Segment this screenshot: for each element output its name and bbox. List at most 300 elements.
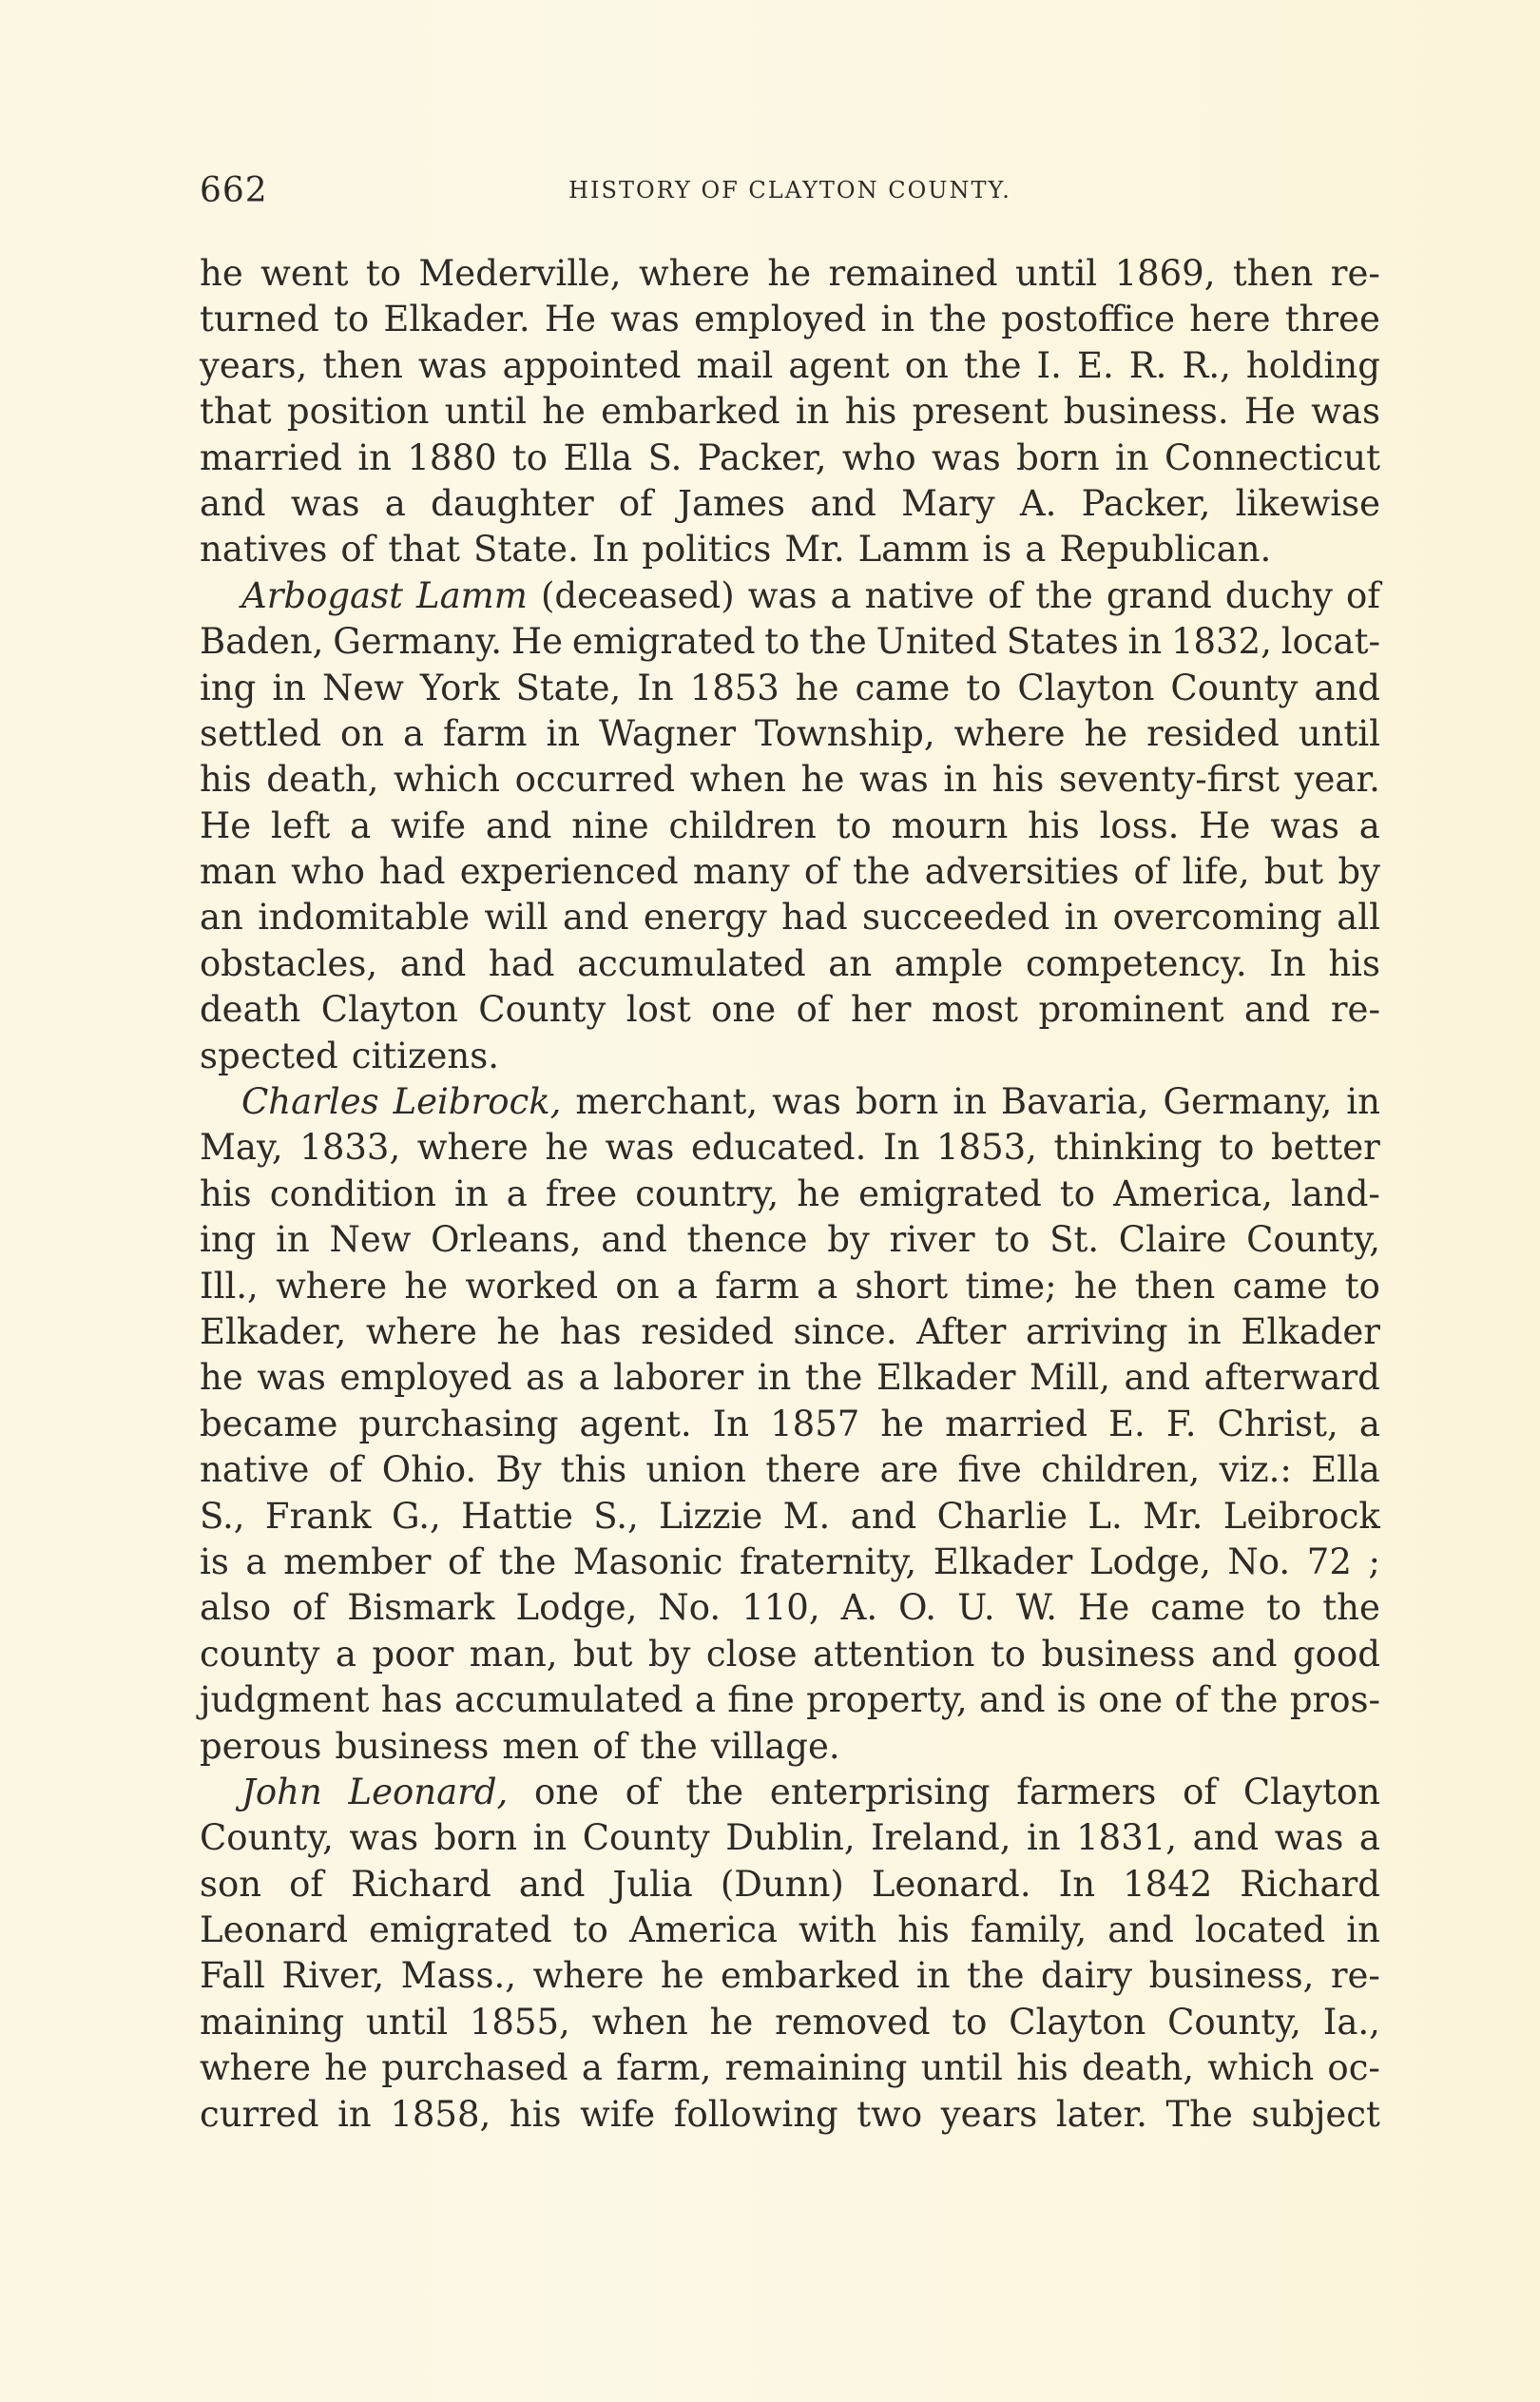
word: ;: [1368, 1540, 1380, 1582]
word: Germany,: [1163, 1081, 1333, 1123]
text-line: [200, 757, 1380, 803]
word: thinking: [1053, 1127, 1203, 1169]
word: he: [797, 1172, 840, 1214]
word: the: [809, 621, 867, 663]
word: family,: [970, 1909, 1088, 1951]
word: Mass.,: [400, 1955, 517, 1997]
word: 1855,: [469, 2001, 570, 2043]
word: St.: [1049, 1219, 1100, 1261]
word: maining: [200, 2001, 345, 2043]
word: then: [322, 344, 403, 386]
word: Elkader.: [383, 299, 530, 340]
word: Julia: [612, 1863, 693, 1905]
word: the: [1322, 1587, 1380, 1629]
word: L.: [1088, 1495, 1123, 1537]
word: Ill.,: [200, 1265, 259, 1307]
word: locat-: [1280, 621, 1380, 663]
word: native: [864, 574, 975, 616]
word: then: [1232, 253, 1314, 294]
word: was: [747, 574, 818, 616]
word: the: [1035, 574, 1093, 616]
running-title: HISTORY OF CLAYTON COUNTY.: [568, 177, 1011, 203]
word: Packer,: [697, 436, 827, 478]
word: and: [1210, 1633, 1278, 1675]
word: condition: [269, 1172, 436, 1214]
word: has: [559, 1310, 622, 1352]
word: and: [1314, 667, 1380, 708]
word: men: [502, 1725, 580, 1767]
word: F.: [1165, 1403, 1197, 1444]
text-line: [200, 1585, 1380, 1631]
word: a: [694, 1679, 716, 1721]
word: 1853,: [935, 1127, 1037, 1169]
word: postoffice: [1001, 299, 1176, 340]
word: of: [618, 482, 653, 524]
word: purchased: [381, 2047, 568, 2089]
word: Mill,: [1029, 1357, 1111, 1399]
word: his: [1028, 804, 1080, 846]
text-line: [200, 1815, 1380, 1861]
word: all: [1337, 897, 1380, 939]
word: Elkader,: [200, 1310, 347, 1352]
word: R.,: [1182, 344, 1231, 386]
text-line: [200, 1034, 1380, 1079]
word: Mederville,: [418, 253, 622, 294]
word: until: [444, 391, 527, 433]
word: one: [534, 1771, 600, 1812]
word: G.,: [391, 1495, 441, 1537]
body-text: [200, 251, 1380, 2138]
text-line: [200, 1355, 1380, 1401]
word: A.: [1019, 482, 1057, 524]
text-line: [200, 1724, 1380, 1770]
word: emigrated: [369, 1909, 552, 1951]
word: came: [1232, 1265, 1328, 1307]
word: to: [1219, 1127, 1255, 1169]
word: A.: [840, 1587, 878, 1629]
word: he: [1073, 1265, 1118, 1307]
text-line: [200, 1447, 1380, 1493]
word: on: [615, 1265, 660, 1307]
text-line: [200, 1125, 1380, 1171]
word: to: [511, 436, 549, 478]
word: thence: [686, 1219, 808, 1261]
word: He: [1243, 391, 1297, 433]
word: Baden,: [200, 621, 324, 663]
word: good: [1293, 1633, 1380, 1675]
word: life,: [1182, 851, 1250, 893]
word: accumulated: [577, 942, 806, 984]
word: to: [1344, 1265, 1380, 1307]
word: experienced: [459, 851, 679, 893]
word: 1858,: [390, 2093, 491, 2135]
text-line: [200, 895, 1380, 940]
word: of: [289, 1863, 324, 1905]
text-line: [200, 343, 1380, 389]
word: fraternity,: [739, 1540, 917, 1582]
word: 1842: [1123, 1863, 1213, 1905]
word: United: [876, 621, 997, 663]
word: in: [532, 1817, 568, 1859]
word: until: [365, 2001, 449, 2043]
word: County: [1170, 667, 1299, 708]
text-line: [200, 1264, 1380, 1309]
word: R.: [1128, 344, 1167, 386]
word: to: [1266, 1587, 1302, 1629]
word: ing: [200, 1219, 257, 1261]
word: pros-: [1289, 1679, 1380, 1721]
word: was: [610, 299, 680, 340]
word: subject: [1251, 2093, 1380, 2135]
word: business.: [1063, 391, 1229, 433]
word: Republican.: [1059, 529, 1272, 571]
word: was: [349, 1817, 419, 1859]
word: he: [542, 391, 586, 433]
word: indomitable: [258, 897, 471, 939]
word: in: [1127, 621, 1163, 663]
word: of: [292, 1587, 327, 1629]
word: No.: [1227, 1540, 1291, 1582]
word: May,: [200, 1127, 283, 1169]
word: the: [852, 851, 911, 893]
word: In: [1269, 942, 1306, 984]
word: O.: [898, 1587, 937, 1629]
word: lost: [626, 989, 691, 1031]
word: adversities: [924, 851, 1120, 893]
word: 1831,: [1076, 1817, 1178, 1859]
word: merchant,: [575, 1081, 759, 1123]
word: settled: [200, 712, 322, 754]
word: attention: [813, 1633, 975, 1675]
word: agent: [788, 344, 890, 386]
word: 1857: [770, 1403, 860, 1444]
word: later.: [1055, 2093, 1147, 2135]
word: curred: [200, 2093, 319, 2135]
word: Connecticut: [1164, 436, 1380, 478]
word: to: [990, 1633, 1027, 1675]
text-line: [200, 1677, 1380, 1723]
word: agent.: [579, 1403, 692, 1444]
word: village.: [710, 1725, 840, 1767]
word: overcoming: [1112, 897, 1322, 939]
text-line: [200, 1632, 1380, 1677]
word: to: [836, 804, 872, 846]
word: 1880: [407, 436, 497, 478]
word: has: [380, 1679, 443, 1721]
word: country,: [635, 1172, 780, 1214]
text-line: [200, 2092, 1380, 2138]
word: daughter: [431, 482, 594, 524]
word: After: [916, 1310, 1007, 1352]
word: in: [1114, 436, 1149, 478]
word: he: [880, 1403, 925, 1444]
text-line: [200, 804, 1380, 849]
word: judgment: [200, 1679, 370, 1721]
word: likewise: [1235, 482, 1380, 524]
person-name-word: Leonard,: [348, 1771, 509, 1812]
word: of: [625, 1771, 660, 1812]
word: had: [379, 851, 446, 893]
word: he: [767, 253, 812, 294]
word: energy: [643, 897, 767, 939]
word: I.: [1036, 344, 1062, 386]
word: by: [647, 1633, 691, 1675]
word: on: [904, 344, 949, 386]
word: Hattie: [461, 1495, 573, 1537]
word: re-: [1330, 1955, 1380, 1997]
word: union: [645, 1449, 747, 1491]
text-line: [200, 1079, 1380, 1125]
word: laborer: [613, 1357, 744, 1399]
word: an: [200, 897, 243, 939]
word: grand: [1106, 574, 1212, 616]
word: married: [945, 1403, 1088, 1444]
word: County: [478, 989, 606, 1031]
word: a: [335, 1633, 356, 1675]
text-line: [200, 987, 1380, 1033]
text-line: [200, 1494, 1380, 1540]
word: a: [350, 804, 372, 846]
word: death,: [1081, 2047, 1195, 2089]
word: a: [578, 1357, 600, 1399]
text-line: [200, 941, 1380, 987]
text-line: [200, 619, 1380, 665]
word: where: [200, 2047, 311, 2089]
word: an: [828, 942, 873, 984]
word: where: [416, 1127, 529, 1169]
word: wife: [580, 2093, 656, 2135]
word: position: [286, 391, 430, 433]
word: in: [880, 299, 915, 340]
word: re-: [1330, 989, 1380, 1031]
word: he: [709, 2001, 754, 2043]
word: Ohio.: [381, 1449, 477, 1491]
text-line: [200, 1217, 1380, 1263]
word: to: [333, 299, 370, 340]
word: there: [765, 1449, 861, 1491]
word: the: [963, 344, 1022, 386]
word: better: [1270, 1127, 1380, 1169]
word: No.: [658, 1587, 722, 1629]
word: Lodge,: [515, 1587, 638, 1629]
word: of: [340, 529, 375, 571]
word: native: [200, 1449, 310, 1491]
word: appointed: [502, 344, 682, 386]
word: ample: [894, 942, 1004, 984]
word: Bavaria,: [1000, 1081, 1149, 1123]
word: in: [953, 1081, 987, 1123]
word: York: [419, 667, 500, 708]
word: of: [1133, 851, 1168, 893]
word: afterward: [1203, 1357, 1380, 1399]
word: Leonard: [200, 1909, 349, 1951]
word: is: [1056, 1679, 1087, 1721]
word: a: [506, 1172, 528, 1214]
page-number: 662: [200, 171, 268, 210]
text-line: [200, 1540, 1380, 1585]
word: of: [988, 574, 1023, 616]
word: he: [660, 1955, 704, 1997]
word: oc-: [1327, 2047, 1380, 2089]
word: River,: [281, 1955, 385, 1997]
word: Germany.: [333, 621, 503, 663]
word: Packer,: [1081, 482, 1211, 524]
word: The: [1165, 2093, 1233, 2135]
word: to: [365, 253, 401, 294]
word: Ireland,: [871, 1817, 1011, 1859]
word: children: [668, 804, 817, 846]
text-line: [200, 481, 1380, 527]
word: removed: [775, 2001, 931, 2043]
word: Elkader: [933, 1540, 1073, 1582]
text-line: [200, 436, 1380, 481]
word: where: [532, 1955, 645, 1997]
word: who: [291, 851, 365, 893]
word: a: [817, 1265, 838, 1307]
word: that: [388, 529, 461, 571]
word: Clayton: [320, 989, 458, 1031]
word: became: [200, 1403, 338, 1444]
word: and: [601, 1219, 667, 1261]
word: S.,: [593, 1495, 639, 1537]
word: close: [705, 1633, 798, 1675]
word: In: [591, 529, 629, 571]
word: in: [915, 1955, 951, 1997]
word: 110,: [741, 1587, 820, 1629]
word: in: [1346, 1081, 1380, 1123]
word: time;: [965, 1265, 1057, 1307]
word: perous: [200, 1725, 322, 1767]
text-line: [200, 251, 1380, 297]
word: left: [270, 804, 331, 846]
word: his: [844, 391, 897, 433]
word: natives: [200, 529, 328, 571]
word: when: [591, 2001, 688, 2043]
word: Lamm: [857, 529, 970, 571]
word: years: [940, 2093, 1038, 2135]
book-page: [200, 162, 1380, 2138]
word: spected: [200, 1035, 338, 1076]
word: where: [365, 1310, 477, 1352]
word: remaining: [724, 2047, 908, 2089]
word: when: [689, 759, 786, 801]
word: until: [1014, 253, 1098, 294]
word: fine: [727, 1679, 795, 1721]
word: of: [803, 851, 838, 893]
word: Richard: [1240, 1863, 1380, 1905]
word: following: [673, 2093, 838, 2135]
word: but: [1263, 851, 1324, 893]
word: in: [276, 1219, 310, 1261]
word: educated.: [690, 1127, 867, 1169]
word: seventy-first: [1058, 759, 1280, 801]
word: a: [403, 712, 425, 754]
word: was: [257, 1357, 326, 1399]
word: in: [795, 391, 830, 433]
word: which: [394, 759, 500, 801]
word: in: [1346, 1909, 1380, 1951]
word: resided: [1146, 712, 1280, 754]
word: free: [545, 1172, 618, 1214]
word: married: [200, 436, 342, 478]
word: a: [1358, 1403, 1380, 1444]
word: accumulated: [453, 1679, 683, 1721]
word: M.: [782, 1495, 831, 1537]
word: was: [772, 1081, 841, 1123]
word: children,: [1041, 1449, 1201, 1491]
word: Leonard.: [871, 1863, 1031, 1905]
word: he: [324, 2047, 368, 2089]
word: He: [1199, 804, 1251, 846]
word: competency.: [1025, 942, 1247, 984]
word: where: [953, 712, 1066, 754]
word: farmers: [1016, 1771, 1157, 1812]
word: a: [1025, 529, 1047, 571]
word: as: [526, 1357, 566, 1399]
word: year.: [1294, 759, 1380, 801]
text-line: [200, 1309, 1380, 1355]
word: business,: [1148, 1955, 1315, 1997]
word: In: [712, 1403, 750, 1444]
text-line: [200, 297, 1380, 342]
word: property,: [806, 1679, 968, 1721]
word: ing: [200, 667, 257, 708]
word: until: [920, 2047, 1003, 2089]
word: States: [1006, 621, 1119, 663]
word: most: [931, 989, 1019, 1031]
word: member: [283, 1540, 432, 1582]
word: S.: [647, 436, 683, 478]
word: his: [200, 1172, 252, 1214]
word: three: [1284, 299, 1380, 340]
word: County,: [1167, 2001, 1301, 2043]
word: Ella: [563, 436, 633, 478]
word: He: [1078, 1587, 1130, 1629]
word: farm: [715, 1265, 799, 1307]
word: Bismark: [347, 1587, 495, 1629]
word: was: [858, 759, 929, 801]
word: of: [796, 989, 831, 1031]
word: since.: [793, 1310, 897, 1352]
word: Elkader: [1241, 1310, 1380, 1352]
word: U.: [957, 1587, 995, 1629]
word: a: [245, 1540, 267, 1582]
word: will: [484, 897, 549, 939]
word: of: [592, 1725, 627, 1767]
word: a: [676, 1265, 698, 1307]
word: born: [433, 1817, 518, 1859]
word: he: [496, 1310, 541, 1352]
word: he: [800, 759, 845, 801]
word: located: [1194, 1909, 1326, 1951]
word: the: [804, 1357, 863, 1399]
word: citizens.: [351, 1035, 499, 1076]
running-head: [200, 162, 1380, 219]
word: New: [321, 667, 404, 708]
word: who: [841, 436, 916, 478]
word: Clayton: [1017, 667, 1155, 708]
word: in: [546, 712, 581, 754]
word: farm: [442, 712, 528, 754]
word: and: [850, 1495, 917, 1537]
word: in: [1187, 1310, 1222, 1352]
text-line: [200, 1770, 1380, 1815]
word: he: [795, 667, 839, 708]
word: two: [857, 2093, 923, 2135]
word: is: [200, 1540, 229, 1582]
word: with: [799, 1909, 877, 1951]
word: He: [200, 804, 252, 846]
